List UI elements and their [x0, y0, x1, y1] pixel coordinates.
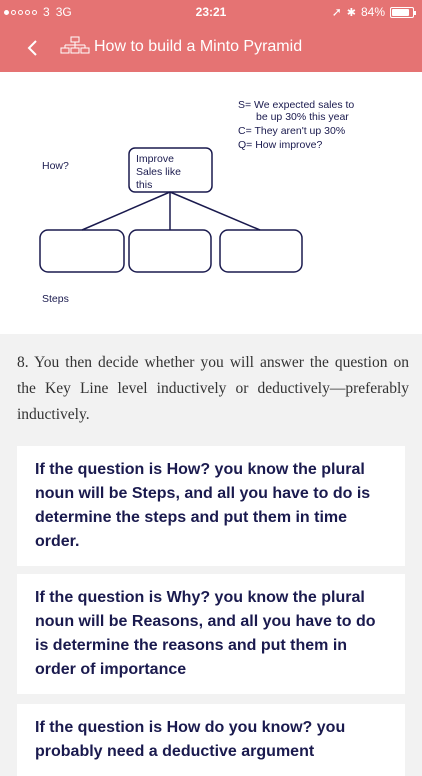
bluetooth-icon: ✱ [346, 6, 356, 19]
sco-situation: S= We expected sales to [238, 99, 355, 111]
battery-percent: 84% [360, 5, 385, 19]
sco-situation-cont: be up 30% this year [256, 111, 349, 123]
nav-bar [0, 24, 422, 72]
card-how-know [17, 704, 405, 776]
pyramid-logo-icon [60, 36, 90, 60]
pyramid-diagram [0, 72, 422, 334]
status-bar [0, 0, 422, 24]
child-box-3 [220, 230, 302, 272]
page-title: How to build a Minto Pyramid [94, 38, 303, 55]
card-how-know-text: If the question is How do you know? you probably need a deductive argument [35, 719, 346, 760]
sco-complication: C= They aren't up 30% [238, 125, 346, 137]
step-paragraph: 8. You then decide whether you will answer the question on the Key Line level inductively or deductively—preferably inductively. [17, 354, 409, 423]
pyramid-diagram-svg [0, 72, 422, 334]
status-right [332, 5, 414, 19]
back-button[interactable] [20, 34, 44, 62]
question-label: How? [42, 160, 69, 172]
connector-right [170, 192, 260, 230]
plural-noun-label: Steps [42, 293, 69, 305]
location-arrow-icon: ➚ [331, 5, 342, 19]
carrier-number: 3 [43, 5, 50, 19]
top-box-line1: Improve [136, 153, 174, 165]
network-type: 3G [55, 5, 72, 19]
status-time: 23:21 [195, 5, 227, 19]
sco-question: Q= How improve? [238, 139, 323, 151]
card-how-text: If the question is How? you know the plural noun will be Steps, and all you have to do is determine the steps and put them in time order. [35, 461, 371, 550]
card-how [17, 446, 405, 566]
battery-icon [390, 7, 414, 18]
connector-left [82, 192, 170, 230]
content-area [0, 334, 422, 760]
child-box-1 [40, 230, 124, 272]
card-why-text: If the question is Why? you know the plural noun will be Reasons, and all you have to do is determine the reasons and put them in order of importance [35, 589, 376, 678]
battery-fill [392, 9, 409, 16]
top-box-line2: Sales like [136, 166, 181, 178]
child-box-2 [129, 230, 211, 272]
chevron-left-icon [26, 39, 38, 57]
card-why [17, 574, 405, 694]
top-box-line3: this [136, 179, 153, 191]
